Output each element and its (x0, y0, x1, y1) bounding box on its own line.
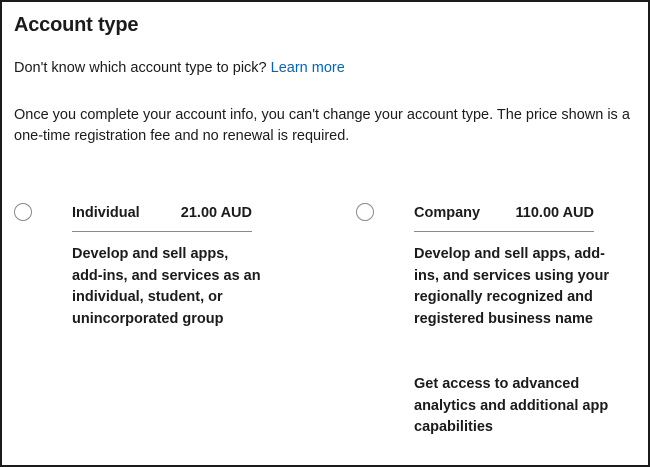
individual-option-description: Develop and sell apps, add-ins, and services as an individual, student, or unincorporated group (72, 246, 261, 327)
company-option-description: Develop and sell apps, add-ins, and services using your regionally recognized and registered business name (414, 246, 610, 327)
helper-text: Don't know which account type to pick? (14, 60, 267, 76)
account-type-notice: Once you complete your account info, you can't change your account type. The price shown is a one-time registration fee and no renewal is required. (14, 107, 630, 144)
company-option-header (414, 205, 594, 232)
individual-option-header (72, 205, 252, 232)
individual-option-price: 21.00 AUD (180, 205, 252, 221)
helper-text-line (14, 60, 345, 76)
company-radio-button[interactable] (356, 203, 374, 221)
individual-option-name: Individual (72, 205, 140, 221)
company-option-extra: Get access to advanced analytics and additional app capabilities (414, 376, 609, 435)
company-option-price: 110.00 AUD (515, 205, 594, 221)
learn-more-link[interactable]: Learn more (270, 60, 345, 76)
page-title: Account type (14, 14, 139, 36)
company-option-name: Company (414, 205, 481, 221)
individual-radio-button[interactable] (14, 203, 32, 221)
